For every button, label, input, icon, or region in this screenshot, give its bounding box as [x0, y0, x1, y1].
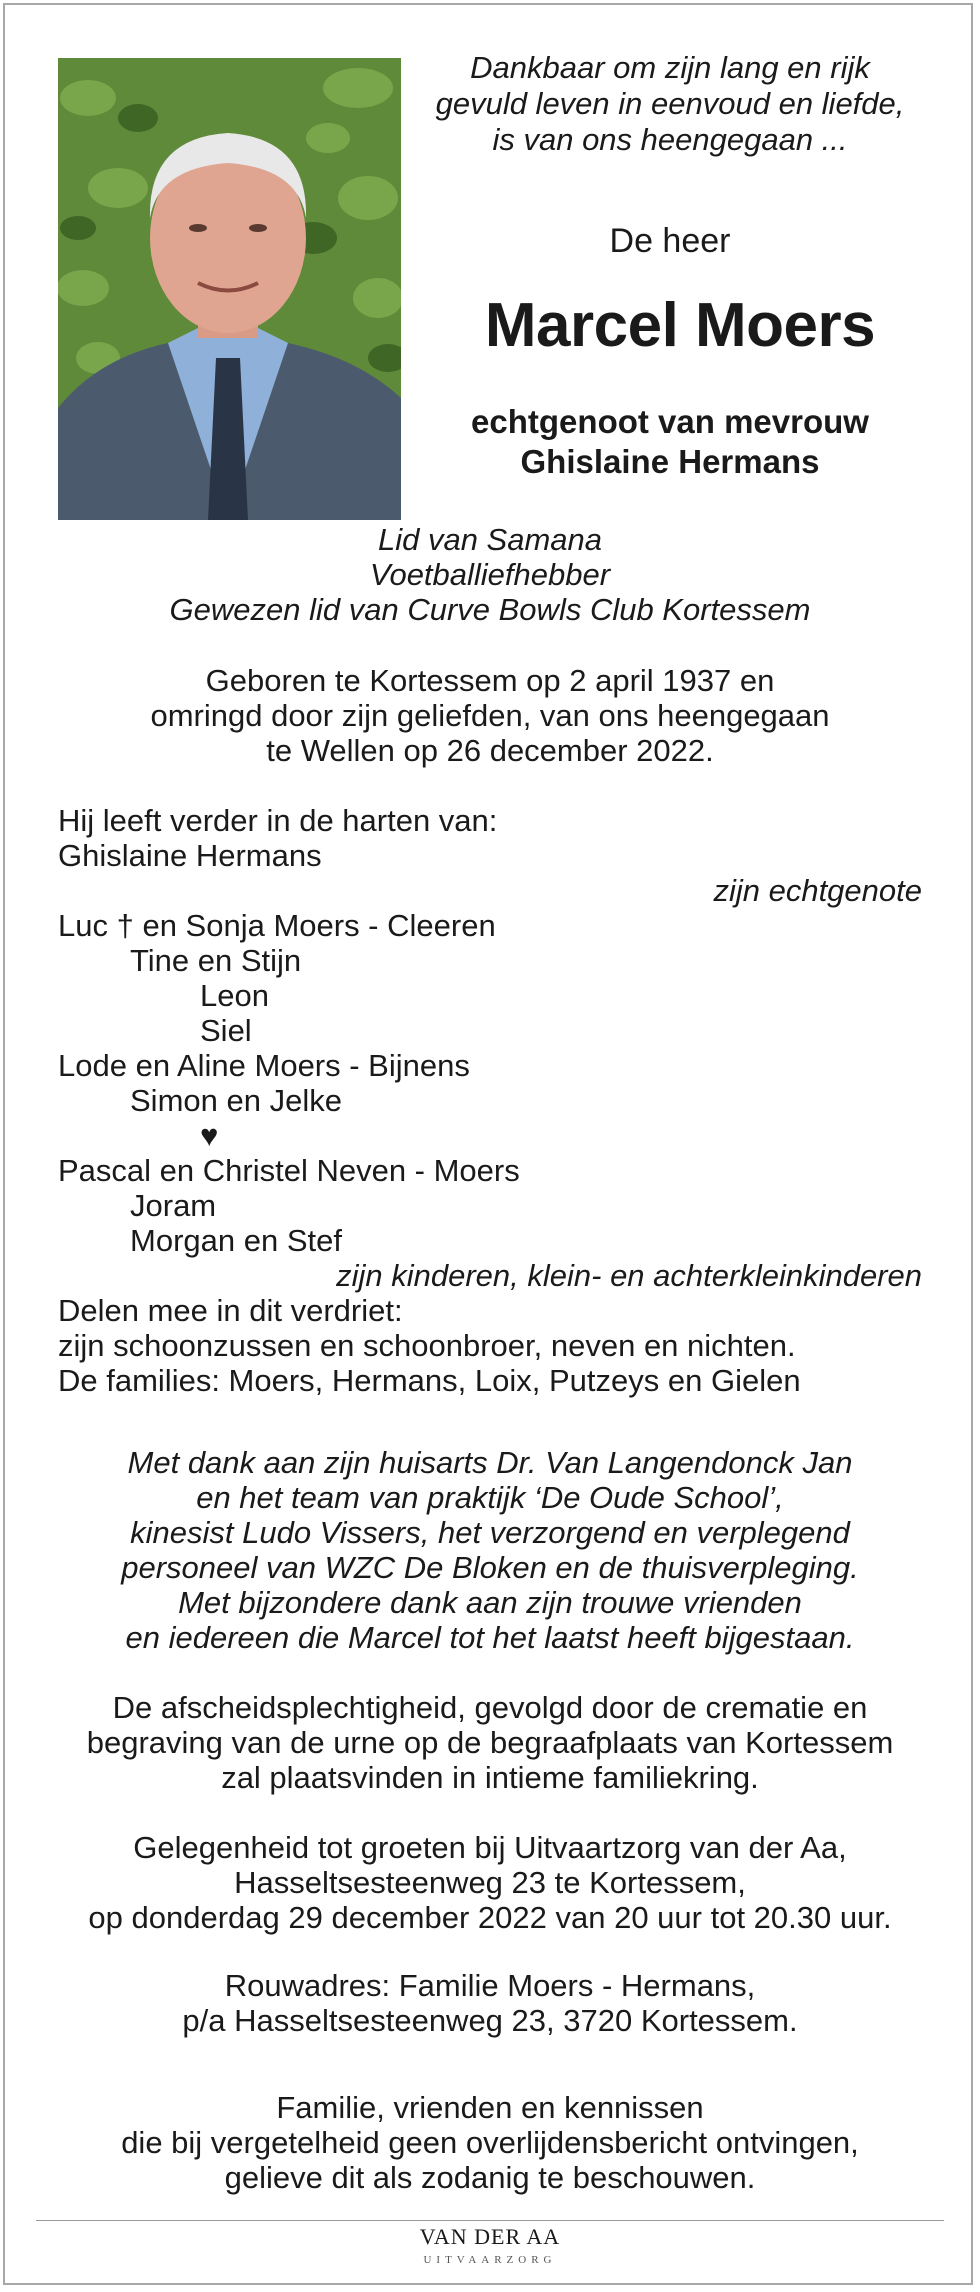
funeral-home-logo-subtitle: UITVAARZORG [423, 2254, 557, 2266]
address-line: p/a Hasseltsesteenweg 23, 3720 Kortessem. [182, 2003, 798, 2038]
intro-line: gevuld leven in eenvoud en liefde, [435, 86, 905, 121]
portrait-photo [58, 58, 401, 520]
birth-death [0, 663, 980, 768]
closing-block [0, 2090, 980, 2195]
family-line: Simon en Jelke [130, 1083, 342, 1118]
membership-line: Voetballiefhebber [369, 557, 611, 592]
thanks-line: Met bijzondere dank aan zijn trouwe vrienden [178, 1585, 802, 1620]
address-line: Rouwadres: Familie Moers - Hermans, [224, 1968, 756, 2003]
closing-line: die bij vergetelheid geen overlijdensbericht ontvingen, [121, 2125, 859, 2160]
intro-line: is van ons heengegaan ... [492, 122, 848, 157]
thanks-line: en iedereen die Marcel tot het laatst heeft bijgestaan. [125, 1620, 855, 1655]
thanks-line: personeel van WZC De Bloken en de thuisverpleging. [121, 1550, 859, 1585]
memberships [0, 522, 980, 627]
thanks-block [0, 1445, 980, 1655]
birth-death-line: omringd door zijn geliefden, van ons heengegaan [150, 698, 830, 733]
visitation-line: op donderdag 29 december 2022 van 20 uur tot 20.30 uur. [88, 1900, 892, 1935]
share-line: Delen mee in dit verdriet: [58, 1293, 403, 1328]
family-line: Luc † en Sonja Moers - Cleeren [58, 908, 496, 943]
visitation-line: Hasseltsesteenweg 23 te Kortessem, [234, 1865, 746, 1900]
share-line: De families: Moers, Hermans, Loix, Putzeys en Gielen [58, 1363, 801, 1398]
family-line: Siel [200, 1013, 252, 1048]
birth-death-line: Geboren te Kortessem op 2 april 1937 en [205, 663, 775, 698]
spouse-line: echtgenoot van mevrouw [471, 403, 869, 440]
deceased-name: Marcel Moers [484, 291, 876, 360]
funeral-home-logo: VAN DER AA [419, 2224, 561, 2249]
thanks-line: en het team van praktijk ‘De Oude School’, [196, 1480, 784, 1515]
family-line: Lode en Aline Moers - Bijnens [58, 1048, 470, 1083]
ceremony-line: zal plaatsvinden in intieme familiekring. [221, 1760, 759, 1795]
birth-death-line: te Wellen op 26 december 2022. [266, 733, 714, 768]
ceremony-line: De afscheidsplechtigheid, gevolgd door de crematie en [112, 1690, 868, 1725]
intro-line: Dankbaar om zijn lang en rijk [470, 50, 870, 85]
family-line: Tine en Stijn [130, 943, 302, 978]
share-line: zijn schoonzussen en schoonbroer, neven en nichten. [58, 1328, 796, 1363]
family-line: Leon [200, 978, 269, 1013]
closing-line: gelieve dit als zodanig te beschouwen. [224, 2160, 756, 2195]
visitation-line: Gelegenheid tot groeten bij Uitvaartzorg van der Aa, [133, 1830, 847, 1865]
address-block [0, 1968, 980, 2038]
family-heading: Hij leeft verder in de harten van: [58, 803, 498, 838]
family-line: Joram [130, 1188, 217, 1223]
thanks-line: kinesist Ludo Vissers, het verzorgend en verplegend [130, 1515, 850, 1550]
ceremony-line: begraving van de urne op de begraafplaats van Kortessem [86, 1725, 894, 1760]
closing-line: Familie, vrienden en kennissen [276, 2090, 704, 2125]
heart-icon: ♥ [200, 1118, 219, 1153]
ceremony-block [0, 1690, 980, 1795]
spouse-block [420, 402, 920, 482]
visitation-block [0, 1830, 980, 1935]
spouse-line: Ghislaine Hermans [520, 443, 820, 480]
membership-line: Lid van Samana [377, 522, 603, 557]
family-line: Morgan en Stef [130, 1223, 342, 1258]
membership-line: Gewezen lid van Curve Bowls Club Kortessem [169, 592, 811, 627]
thanks-line: Met dank aan zijn huisarts Dr. Van Langendonck Jan [127, 1445, 853, 1480]
children-role: zijn kinderen, klein- en achterkleinkinderen [336, 1258, 922, 1293]
footer-divider [36, 2220, 944, 2221]
spouse-name: Ghislaine Hermans [58, 838, 322, 873]
spouse-role: zijn echtgenote [713, 873, 922, 908]
title: De heer [609, 222, 731, 260]
intro-text [420, 50, 920, 158]
family-line: Pascal en Christel Neven - Moers [58, 1153, 520, 1188]
